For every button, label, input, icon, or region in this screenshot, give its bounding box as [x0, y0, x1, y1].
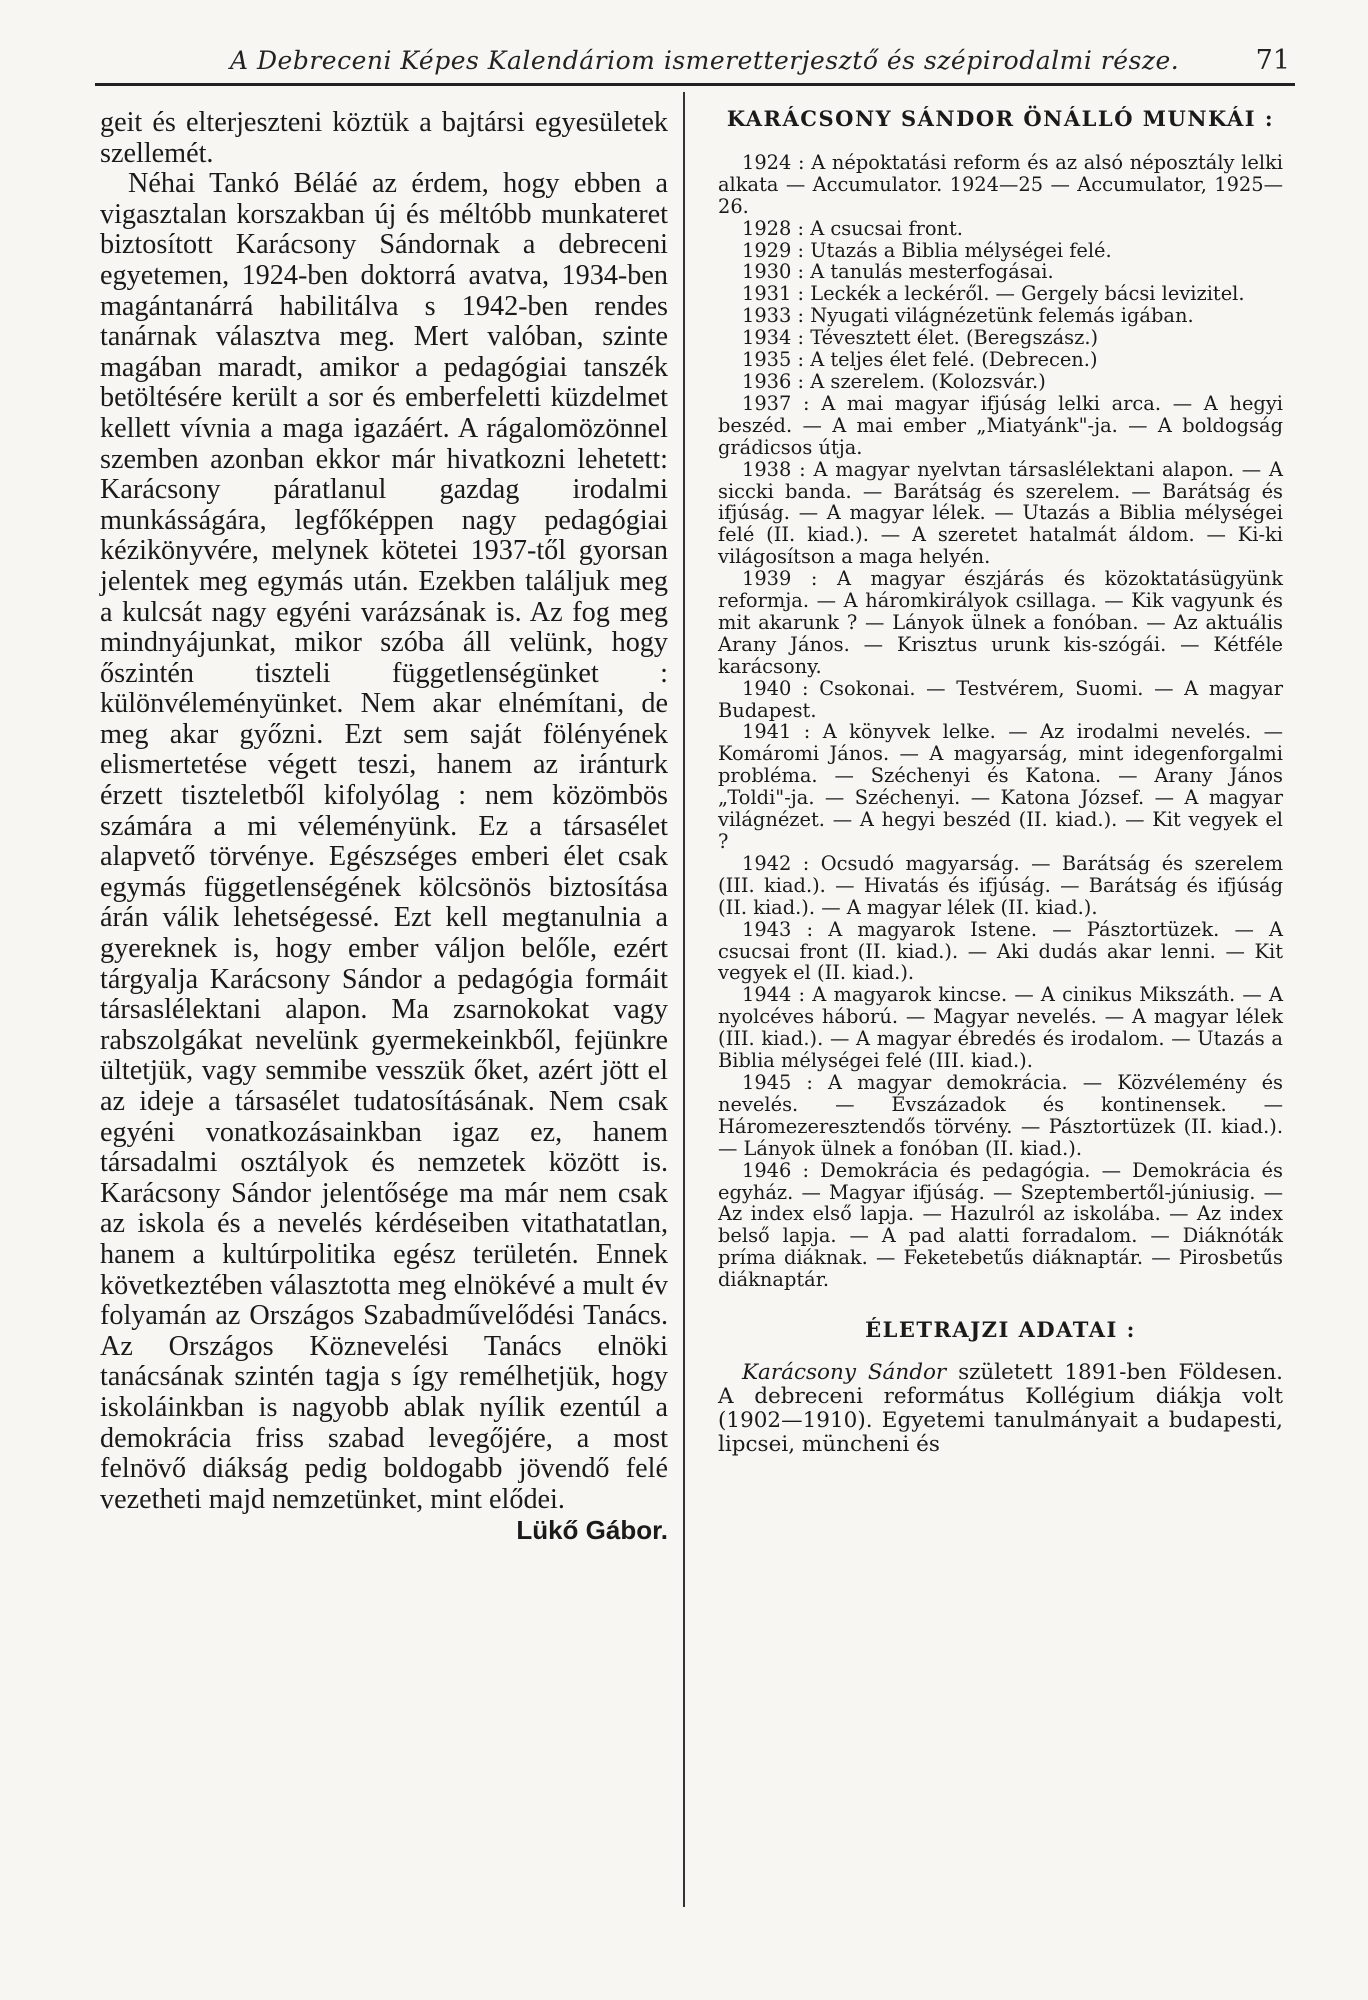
bio-text: született 1891-ben Földesen. A debreceni református Kollégium diákja volt (1902—1910). Egyetemi tanulmányait a budapesti, lipcsei, müncheni és: [718, 1359, 1283, 1457]
paragraph-main: [100, 168, 668, 1546]
works-entry: 1942 : Ocsudó magyarság. — Barátság és szerelem (III. kiad.). — Hivatás és ifjúság. — Barátság és ifjúság (II. kiad.). — A magyar lélek (II. kiad.).: [718, 851, 1283, 919]
works-entry: 1943 : A magyarok Istene. — Pásztortüzek. — A csucsai front (II. kiad.). — Aki dudás akar lenni. — Kit vegyek el (II. kiad.).: [718, 917, 1283, 985]
bio-name: Karácsony Sándor: [742, 1359, 947, 1385]
works-entry: 1933 : Nyugati világnézetünk felemás igában.: [742, 304, 1194, 328]
author-signature: Lükő Gábor.: [516, 1515, 668, 1546]
works-entry: 1929 : Utazás a Biblia mélységei felé.: [742, 238, 1112, 262]
works-entry: 1940 : Csokonai. — Testvérem, Suomi. — A magyar Budapest.: [718, 676, 1283, 722]
column-divider: [683, 92, 685, 1907]
works-entry: 1935 : A teljes élet felé. (Debrecen.): [742, 348, 1098, 372]
bio-heading: ÉLETRAJZI ADATAI :: [865, 1317, 1136, 1343]
works-entry: 1938 : A magyar nyelvtan társaslélektani alapon. — A siccki banda. — Barátság és szerelem. — Barátság és ifjúság. — A magyar lélek. — Utazás a Biblia mélységei felé (II. kiad.). — A szeretet hatalmát áldom. — Ki-ki világosítson a maga helyén.: [718, 457, 1283, 569]
left-column: [100, 108, 668, 1546]
works-entry: 1944 : A magyarok kincse. — A cinikus Mikszáth. — A nyolcéves háború. — Magyar nevelés. — A magyar lélek (III. kiad.). — A magyar ébredés és irodalom. — Utazás a Biblia mélységei felé (III. kiad.).: [718, 983, 1283, 1073]
page-number: 71: [1255, 44, 1290, 76]
works-entry: 1946 : Demokrácia és pedagógia. — Demokrácia és egyház. — Magyar ifjúság. — Szeptembertől-júniusig. — Az index első lapja. — Hazulról az iskolába. — Az index belső lapja. — A pad alatti forradalom. — Diáknóták príma diáknak. — Feketebetűs diáknaptár. — Pirosbetűs diáknaptár.: [718, 1158, 1283, 1292]
running-title: A Debreceni Képes Kalendáriom ismeretterjesztő és szépirodalmi része.: [230, 45, 1180, 75]
header-rule: [95, 83, 1295, 86]
paragraph-continuation: geit és elterjeszteni köztük a bajtársi egyesületek szellemét.: [100, 107, 668, 169]
works-entry: 1939 : A magyar észjárás és közoktatásügyünk reformja. — A háromkirályok csillaga. — Kik vagyunk és mit akarunk ? — Lányok ülnek a fonóban. — Az aktuális Arany János. — Krisztus urunk kis-szógái. — Kétféle karácsony.: [718, 567, 1283, 678]
works-entry: 1930 : A tanulás mesterfogásai.: [742, 260, 1054, 284]
works-entry: 1934 : Tévesztett élet. (Beregszász.): [742, 326, 1099, 350]
works-entry: 1937 : A mai magyar ifjúság lelki arca. — A hegyi beszéd. — A mai ember „Miatyánk"-ja. — A boldogság grádicsos útja.: [718, 391, 1283, 459]
paragraph-main-text: Néhai Tankó Béláé az érdem, hogy ebben a vigasztalan korszakban új és méltóbb munkateret biztosított Karácsony Sándornak a debreceni egyetemen, 1924-ben doktorrá avatva, 1934-ben magántanárrá habilitálva s 1942-ben rendes tanárnak választva meg. Mert valóban, szinte magában maradt, amikor a pedagógiai tanszék betöltésére került a sor és emberfeletti küzdelmet kellett vívnia a maga igazáért. A rágalomözönnel szemben azonban ekkor már hivatkozni lehetett: Karácsony páratlanul gazdag irodalmi munkásságára, legfőképpen nagy pedagógiai kézikönyvére, melynek kötetei 1937-től gyorsan jelentek meg egymás után. Ezekben találjuk meg a kulcsát nagy egyéni varázsának is. Az fog meg mindnyájunkat, mikor szóba áll velünk, hogy őszintén tiszteli függetlenségünket : különvéleményünket. Nem akar elnémítani, de meg akar győzni. Ezt sem saját fölényének elismertetése végett teszi, hanem az iránturk érzett tiszteletből kifolyólag : nem közömbös számára a mi véleményünk. Ez a társasélet alapvető törvénye. Egészséges emberi élet csak egymás függetlenségének kölcsönös biztosítása árán válik lehetségessé. Ezt kell megtanulnia a gyereknek is, hogy ember váljon belőle, ezért tárgyalja Karácsony Sándor a pedagógia formáit társaslélektani alapon. Ma zsarnokokat vagy rabszolgákat nevelünk gyermekeinkből, fejünkre ültetjük, vagy semmibe vesszük őket, azért jött el az ideje a társasélet tudatosításának. Nem csak egyéni vonatkozásainkban igaz ez, hanem társadalmi osztályok és nemzetek között is. Karácsony Sándor jelentősége ma már nem csak az iskola és a nevelés kérdéseiben vitathatatlan, hanem a kultúrpolitika egész területén. Ennek következtében választotta meg elnökévé a mult év folyamán az Országos Szabadművelődési Tanács. Az Országos Köznevelési Tanács elnöki tanácsának szintén tagja s így remélhetjük, hogy iskoláinkban is nagyobb ablak nyílik ezentúl a demokrácia friss szabad levegőjére, a most felnövő diákság pedig boldogabb jövendő felé vezetheti majd nemzetünket, mint elődei.: [100, 168, 668, 1515]
running-header: [100, 40, 1300, 80]
bio-paragraph: [718, 1361, 1283, 1457]
works-entry: 1941 : A könyvek lelke. — Az irodalmi nevelés. — Komáromi János. — A magyarság, mint idegenforgalmi probléma. — Széchenyi és Katona. — Arany János „Toldi"-ja. — Széchenyi. — Katona József. — A magyar világnézet. — A hegyi beszéd (II. kiad.). — Kit vegyek el ?: [718, 720, 1283, 853]
right-column: [718, 108, 1283, 1457]
works-entry: 1936 : A szerelem. (Kolozsvár.): [742, 369, 1046, 393]
works-entry: 1945 : A magyar demokrácia. — Közvélemény és nevelés. — Évszázadok és kontinensek. — Háromezeresztendős törvény. — Pásztortüzek (II. kiad.). — Lányok ülnek a fonóban (II. kiad.).: [718, 1070, 1283, 1160]
works-entry: 1931 : Leckék a leckéről. — Gergely bácsi levizitel.: [742, 282, 1245, 306]
works-heading: KARÁCSONY SÁNDOR ÖNÁLLÓ MUNKÁI :: [726, 106, 1275, 131]
works-entry: 1924 : A népoktatási reform és az alsó néposztály lelki alkata — Accumulator. 1924—25 — Accumulator, 1925—26.: [718, 150, 1283, 218]
works-entry: 1928 : A csucsai front.: [742, 216, 963, 240]
